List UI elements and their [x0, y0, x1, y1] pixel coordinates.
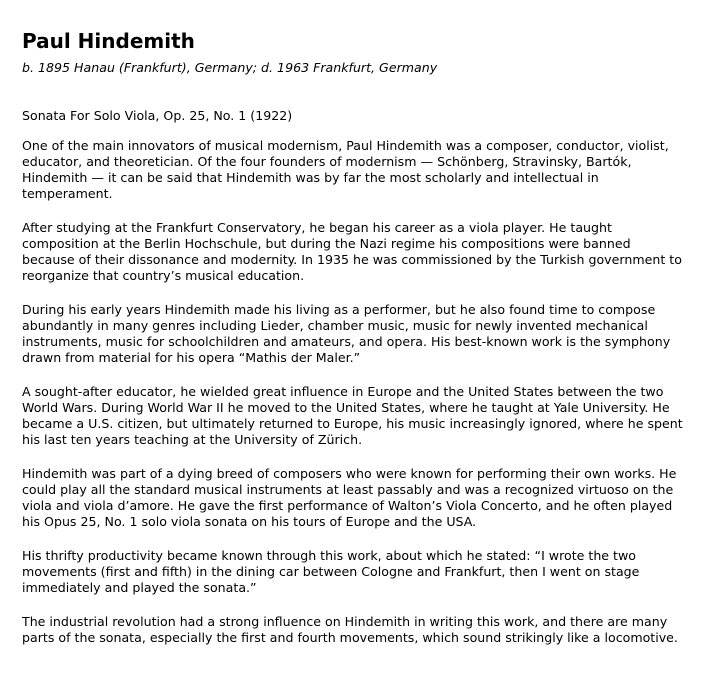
- paragraph-quote: His thrifty productivity became known through this work, about which he stated: “I wrote the two movements (first and fifth) in the dining car between Cologne and Frankfurt, then I went on stage immediately and played the sonata.”: [22, 548, 640, 595]
- paragraph-intro: One of the main innovators of musical modernism, Paul Hindemith was a composer, conductor, violist, educator, and theoretician. Of the four founders of modernism — Schönberg, Stravinsky, Bartók, Hindemith — it can be said that Hindemith was by far the most scholarly and intellectual in temperament.: [22, 138, 669, 201]
- birth-death-line: b. 1895 Hanau (Frankfurt), Germany; d. 1963 Frankfurt, Germany: [22, 60, 438, 75]
- work-title: Sonata For Solo Viola, Op. 25, No. 1 (1922): [22, 108, 293, 123]
- page-title: Paul Hindemith: [22, 29, 195, 53]
- paragraph-performer: Hindemith was part of a dying breed of composers who were known for performing their own works. He could play all the standard musical instruments at least passably and was a recognized virtuoso on the viola and viola d’amore. He gave the first performance of Walton’s Viola Concerto, and he often played his Opus 25, No. 1 solo viola sonata on his tours of Europe and the USA.: [22, 466, 677, 529]
- paragraph-early-years: During his early years Hindemith made his living as a performer, but he also found time to compose abundantly in many genres including Lieder, chamber music, music for newly invented mechanical instruments, music for schoolchildren and amateurs, and opera. His best-known work is the symphony drawn from material for his opera “Mathis der Maler.”: [22, 302, 671, 365]
- paragraph-educator: A sought-after educator, he wielded great influence in Europe and the United States between the two World Wars. During World War II he moved to the United States, where he taught at Yale University. He became a U.S. citizen, but ultimately returned to Europe, his music increasingly ignored, where he spent his last ten years teaching at the University of Zürich.: [22, 384, 683, 447]
- paragraph-career: After studying at the Frankfurt Conservatory, he began his career as a viola player. He taught composition at the Berlin Hochschule, but during the Nazi regime his compositions were banned because of their dissonance and modernity. In 1935 he was commissioned by the Turkish government to reorganize that country’s musical education.: [22, 220, 682, 283]
- paragraph-industrial: The industrial revolution had a strong influence on Hindemith in writing this work, and there are many parts of the sonata, especially the first and fourth movements, which sound strikingly like a locomotive.: [22, 614, 678, 645]
